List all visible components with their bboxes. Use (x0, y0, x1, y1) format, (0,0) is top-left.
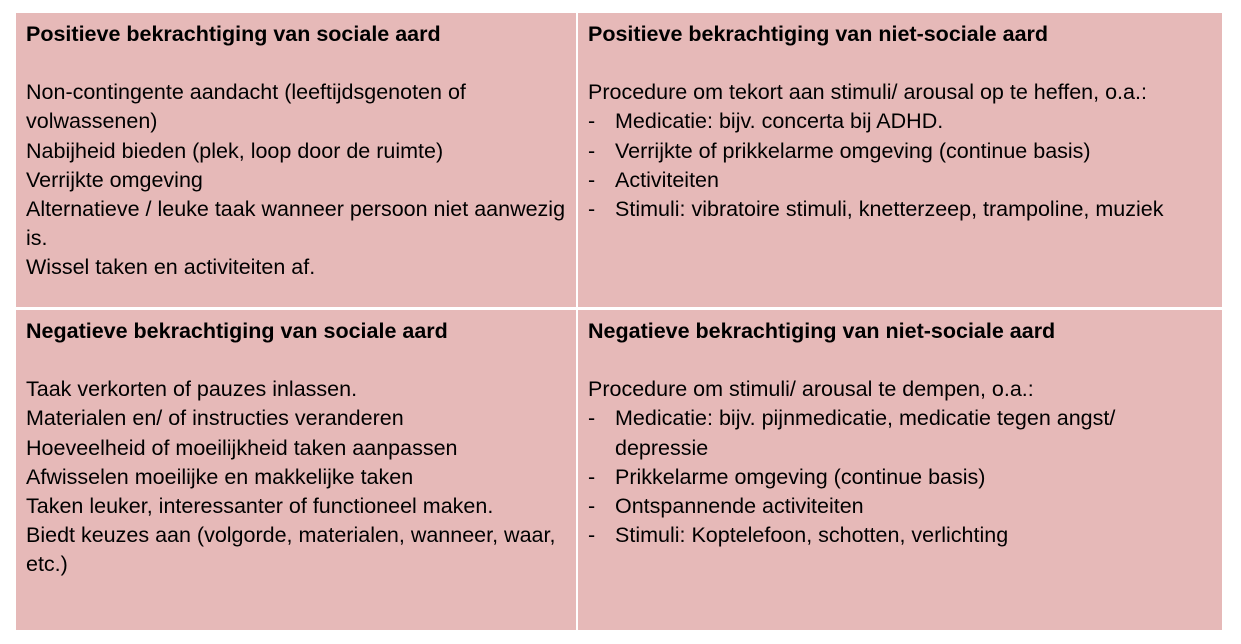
cell-line: Taak verkorten of pauzes inlassen. (26, 377, 358, 402)
list-item: - Stimuli: vibratoire stimuli, knetterzeep, trampoline, muziek (588, 195, 1212, 224)
cell-line: Verrijkte omgeving (26, 167, 203, 192)
list-item: - Medicatie: bijv. pijnmedicatie, medicatie tegen angst/ depressie (588, 404, 1212, 462)
cell-line: Wissel taken en activiteiten af. (26, 255, 316, 280)
cell-intro: Procedure om stimuli/ arousal te dempen, o.a.: (588, 377, 1034, 402)
list-item: - Stimuli: Koptelefoon, schotten, verlichting (588, 521, 1212, 550)
cell-line: Biedt keuzes aan (volgorde, materialen, wanneer, waar, etc.) (26, 523, 556, 577)
cell-positive-social (16, 13, 576, 307)
cell-heading: Negatieve bekrachtiging van sociale aard (26, 319, 448, 343)
cell-negative-social (16, 310, 576, 630)
list-item: - Activiteiten (588, 166, 1212, 195)
dash-list (588, 107, 1212, 224)
list-item: - Verrijkte of prikkelarme omgeving (continue basis) (588, 137, 1212, 166)
cell-positive-non-social (578, 13, 1222, 307)
list-item: - Ontspannende activiteiten (588, 492, 1212, 521)
cell-line: Taken leuker, interessanter of functioneel maken. (26, 494, 494, 519)
cell-line: Nabijheid bieden (plek, loop door de ruimte) (26, 138, 444, 163)
cell-line: Hoeveelheid of moeilijkheid taken aanpassen (26, 435, 458, 460)
cell-line: Afwisselen moeilijke en makkelijke taken (26, 464, 414, 489)
cell-line: Alternatieve / leuke taak wanneer persoon niet aanwezig is. (26, 197, 566, 251)
cell-negative-non-social (578, 310, 1222, 630)
reinforcement-table (16, 13, 1222, 630)
list-item: - Prikkelarme omgeving (continue basis) (588, 463, 1212, 492)
cell-intro: Procedure om tekort aan stimuli/ arousal op te heffen, o.a.: (588, 80, 1147, 105)
cell-line: Non-contingente aandacht (leeftijdsgenoten of volwassenen) (26, 80, 466, 134)
cell-heading: Positieve bekrachtiging van sociale aard (26, 22, 441, 46)
cell-line: Materialen en/ of instructies veranderen (26, 406, 404, 431)
cell-heading: Positieve bekrachtiging van niet-sociale aard (588, 22, 1049, 46)
cell-heading: Negatieve bekrachtiging van niet-sociale aard (588, 319, 1056, 343)
list-item: - Medicatie: bijv. concerta bij ADHD. (588, 107, 1212, 136)
dash-list (588, 404, 1212, 550)
